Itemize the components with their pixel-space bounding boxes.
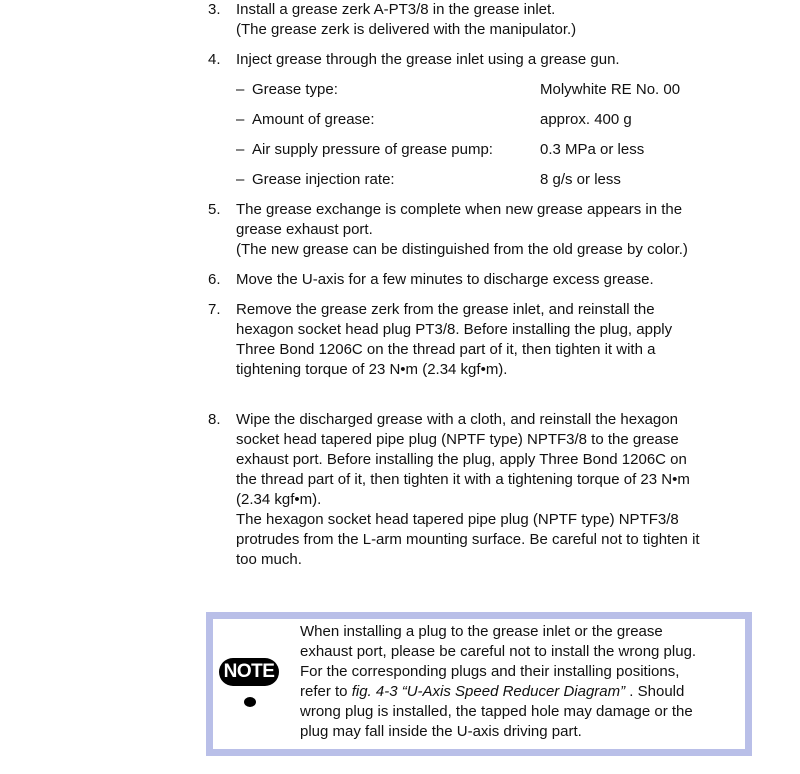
param-dash: –	[236, 81, 245, 98]
param-label: Amount of grease:	[252, 111, 375, 128]
step-number: 7.	[208, 301, 221, 318]
step-number: 6.	[208, 271, 221, 288]
note-ref-figure: fig. 4-3	[351, 683, 398, 700]
step-text: socket head tapered pipe plug (NPTF type) NPTF3/8 to the grease	[236, 431, 679, 448]
step-text: protrudes from the L-arm mounting surface. Be careful not to tighten it	[236, 531, 700, 548]
param-label: Grease injection rate:	[252, 171, 395, 188]
note-icon-dot	[244, 697, 256, 707]
param-value: Molywhite RE No. 00	[540, 81, 681, 98]
step-text: (The grease zerk is delivered with the manipulator.)	[236, 21, 577, 38]
step-text: (2.34 kgf•m).	[236, 491, 322, 508]
step-text: Wipe the discharged grease with a cloth, and reinstall the hexagon	[236, 411, 678, 428]
step-text: the thread part of it, then tighten it with a tightening torque of 23 N•m	[236, 471, 690, 488]
note-ref-suffix: . Should	[629, 683, 685, 700]
step-number: 5.	[208, 201, 221, 218]
step-number: 4.	[208, 51, 221, 68]
step-number: 3.	[208, 1, 221, 18]
param-value: 0.3 MPa or less	[540, 141, 645, 158]
step-text: The hexagon socket head tapered pipe plug (NPTF type) NPTF3/8	[236, 511, 679, 528]
note-line: plug may fall inside the U-axis driving part.	[300, 723, 582, 740]
note-ref-prefix: refer to	[300, 683, 352, 700]
step-text: tightening torque of 23 N•m (2.34 kgf•m).	[236, 361, 508, 378]
param-dash: –	[236, 171, 245, 188]
step-number: 8.	[208, 411, 221, 428]
note-line-reference	[300, 682, 684, 702]
step-text: too much.	[236, 551, 302, 568]
param-dash: –	[236, 111, 245, 128]
step-text: Inject grease through the grease inlet using a grease gun.	[236, 51, 620, 68]
param-value: 8 g/s or less	[540, 171, 621, 188]
step-text: grease exhaust port.	[236, 221, 373, 238]
step-text: The grease exchange is complete when new grease appears in the	[236, 201, 683, 218]
note-ref-title: “U-Axis Speed Reducer Diagram”	[397, 683, 630, 700]
note-icon: NOTE	[219, 658, 279, 686]
note-line: wrong plug is installed, the tapped hole may damage or the	[300, 703, 693, 720]
param-label: Air supply pressure of grease pump:	[252, 141, 493, 158]
note-line: For the corresponding plugs and their installing positions,	[300, 663, 680, 680]
step-text: Three Bond 1206C on the thread part of it, then tighten it with a	[236, 341, 656, 358]
param-value: approx. 400 g	[540, 111, 632, 128]
param-dash: –	[236, 141, 245, 158]
note-line: exhaust port, please be careful not to install the wrong plug.	[300, 643, 697, 660]
step-text: Move the U-axis for a few minutes to discharge excess grease.	[236, 271, 654, 288]
step-text: (The new grease can be distinguished from the old grease by color.)	[236, 241, 688, 258]
step-text: exhaust port. Before installing the plug, apply Three Bond 1206C on	[236, 451, 687, 468]
step-text: Install a grease zerk A-PT3/8 in the grease inlet.	[236, 1, 556, 18]
param-label: Grease type:	[252, 81, 338, 98]
step-text: hexagon socket head plug PT3/8. Before installing the plug, apply	[236, 321, 673, 338]
step-text: Remove the grease zerk from the grease inlet, and reinstall the	[236, 301, 655, 318]
note-line: When installing a plug to the grease inlet or the grease	[300, 623, 663, 640]
